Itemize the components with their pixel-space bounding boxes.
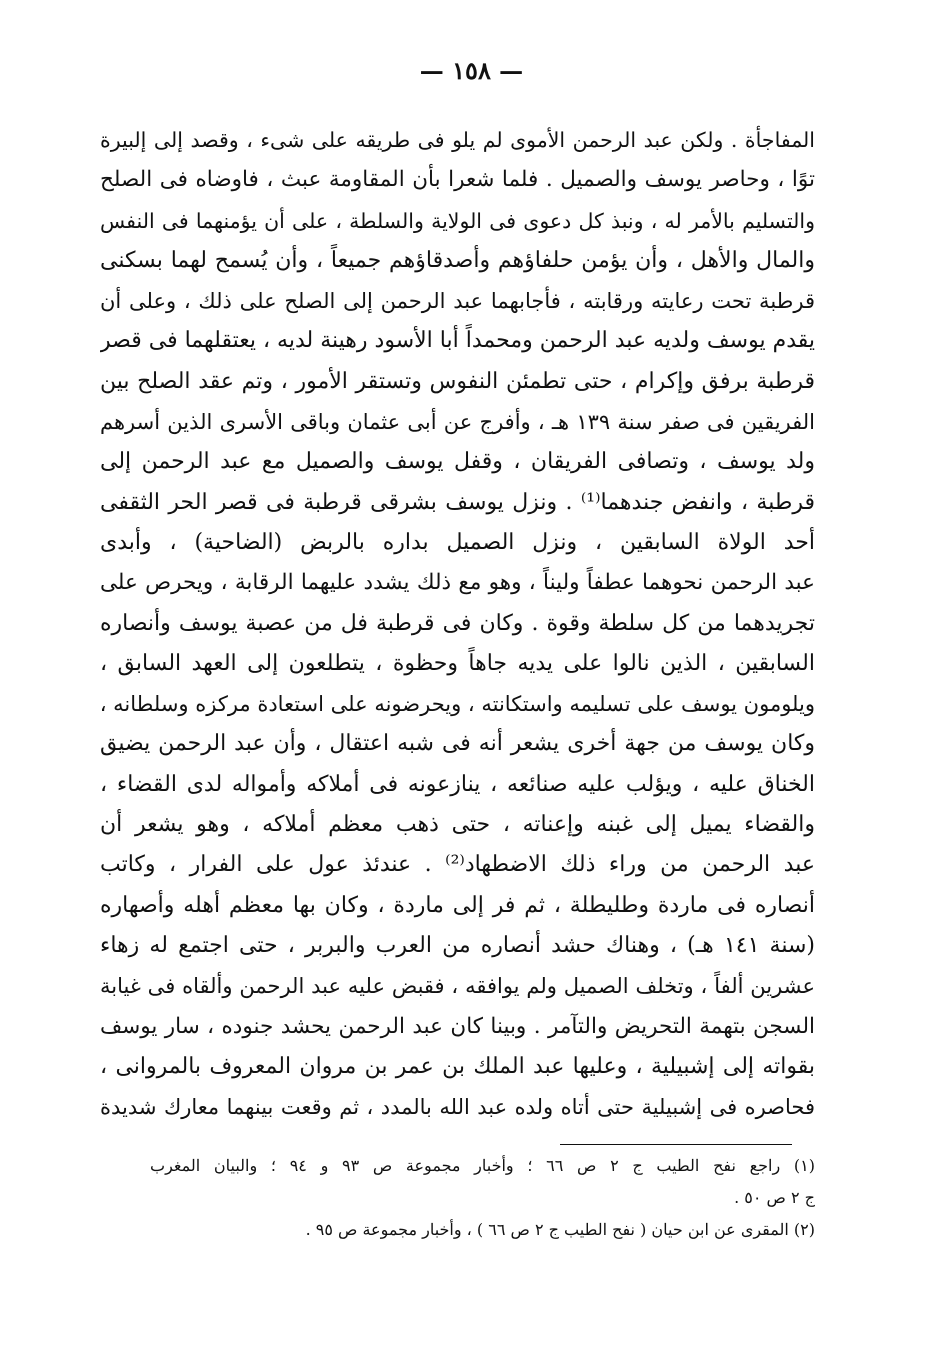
text-line: الخناق عليه ، ويؤلب عليه صنائعه ، ينازعونه فى أملاكه وأمواله لدى القضاء ، (100, 771, 815, 797)
text-line: والمال والأهل ، وأن يؤمن حلفاؤهم وأصدقاؤهم جميعاً ، وأن يُسمح لهما بسكنى (100, 247, 815, 273)
text-line: السابقين ، الذين نالوا على يديه جاهاً وحظوة ، يتطلعون إلى العهد السابق ، (100, 650, 815, 676)
footnote-1-continuation: ج ٢ ص ٥٠ . (734, 1188, 815, 1207)
page-number: — ١٥٨ — (419, 56, 524, 85)
text-line: عشرين ألفاً ، وتخلف الصميل ولم يوافقه ، فقبض عليه عبد الرحمن وألقاه فى غيابة (100, 974, 815, 999)
text-line: فحاصره فى إشبيلية حتى أتاه ولده عبد الله بالمدد ، ثم وقعت بينهما معارك شديدة (100, 1095, 815, 1120)
text-line: المفاجأة . ولكن عبد الرحمن الأموى لم يلو فى طريقه على شىء ، وقصد إلى إلبيرة (100, 128, 815, 152)
text-line: (سنة ١٤١ هـ) ، وهناك حشد أنصاره من العرب والبربر ، حتى اجتمع له زهاء (100, 932, 815, 958)
text-line: بقواته إلى إشبيلية ، وعليها عبد الملك بن عمر بن مروان المعروف بالمروانى ، (100, 1053, 815, 1079)
text-line: والتسليم بالأمر له ، ونبذ كل دعوى فى الولاية والسلطة ، على أن يؤمنهما فى النفس (100, 208, 815, 233)
text-line: أنصاره فى ماردة وطليطلة ، ثم فر إلى ماردة ، وكان بها معظم أهله وأصهاره (100, 892, 815, 918)
text-line: السجن بتهمة التحريض والتآمر . وبينا كان عبد الرحمن يحشد جنوده ، سار يوسف (100, 1013, 815, 1039)
text-line: وكان يوسف من جهة أخرى يشعر أنه فى شبه اعتقال ، وأن عبد الرحمن يضيق (100, 731, 815, 757)
footnote-divider (560, 1144, 792, 1145)
text-line: عبد الرحمن نحوهما عطفاً وليناً ، وهو مع ذلك يشدد عليهما الرقابة ، ويحرص على (100, 570, 815, 596)
footnote-2: (٢) المقرى عن ابن حيان ( نفح الطيب ج ٢ ص ٦٦ ) ، وأخبار مجموعة ص ٩٥ . (305, 1220, 815, 1239)
body-text (100, 120, 815, 1127)
text-line: ولد يوسف ، وتصافى الفريقان ، وقفل يوسف والصميل مع عبد الرحمن إلى (100, 449, 815, 475)
text-line: يقدم يوسف ولديه عبد الرحمن ومحمداً أبا الأسود رهينة لديه ، يعتقلهما فى قصر (100, 328, 815, 354)
text-line: قرطبة ، وانفض جندهما⁽¹⁾ . ونزل يوسف بشرقى قرطبة فى قصر الحر الثقفى (100, 489, 815, 515)
text-line: ويلومون يوسف على تسليمه واستكانته ، ويحرضونه على استعادة مركزه وسلطانه ، (100, 692, 815, 717)
text-line: أحد الولاة السابقين ، ونزل الصميل بداره بالربض (الضاحية) ، وأبدى (100, 529, 815, 555)
text-line: قرطبة تحت رعايته ورقابته ، فأجابهما عبد الرحمن إلى الصلح على ذلك ، وعلى أن (100, 289, 815, 314)
text-line: الفريقين فى صفر سنة ١٣٩ هـ ، وأفرج عن أبى عثمان وباقى الأسرى الذين أسرهم (100, 410, 815, 435)
text-line: توًا ، وحاصر يوسف والصميل . فلما شعرا بأن المقاومة عبث ، فاوضاه فى الصلح (100, 167, 815, 193)
footnotes (150, 1150, 815, 1246)
text-line: والقضاء يميل إلى غبنه وإعناته ، حتى ذهب معظم أملاكه ، وهو يشعر أن (100, 812, 815, 838)
text-line: قرطبة برفق وإكرام ، حتى تطمئن النفوس وتستقر الأمور ، وتم عقد الصلح بين (100, 368, 815, 394)
text-line: عبد الرحمن من وراء ذلك الاضطهاد⁽²⁾ . عندئذ عول على الفرار ، وكاتب (100, 852, 815, 878)
text-line: تجريدهما من كل سلطة وقوة . وكان فى قرطبة فل من عصبة يوسف وأنصاره (100, 610, 815, 636)
footnote-1: (١) راجع نفح الطيب ج ٢ ص ٦٦ ؛ وأخبار مجموعة ص ٩٣ و ٩٤ ؛ والبيان المغرب (150, 1156, 815, 1175)
